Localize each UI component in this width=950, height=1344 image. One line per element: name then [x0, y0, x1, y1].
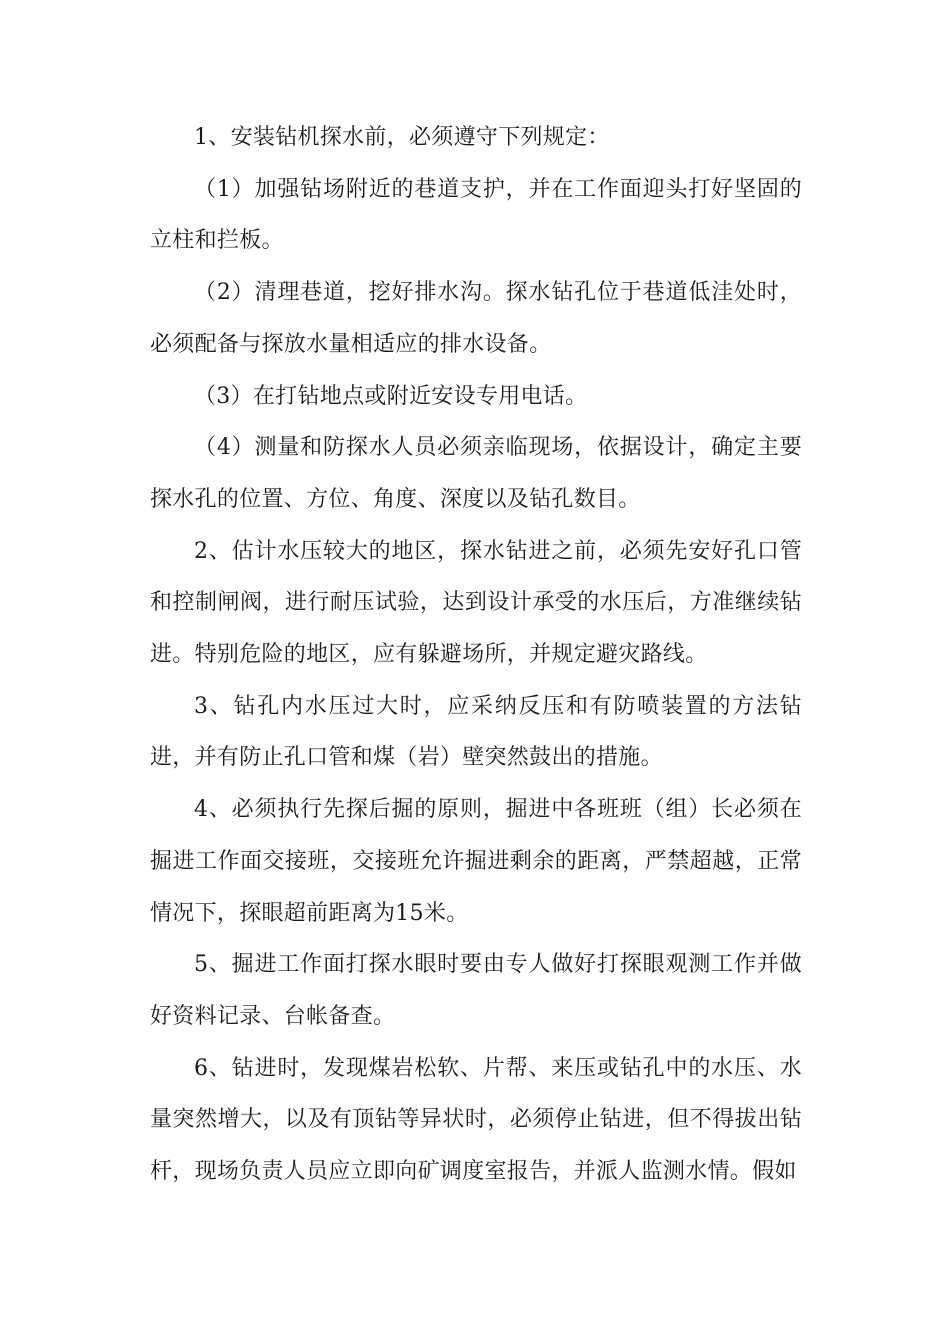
paragraph-rule-3: 3、钻孔内水压过大时，应采纳反压和有防喷装置的方法钻进，并有防止孔口管和煤（岩）壁突然鼓出的措施。	[150, 693, 802, 771]
paragraph-rule-5: 5、掘进工作面打探水眼时要由专人做好打探眼观测工作并做好资料记录、台帐备查。	[150, 952, 802, 1029]
paragraph-rule-1-item-2: （2）清理巷道，挖好排水沟。探水钻孔位于巷道低洼处时，必须配备与探放水量相适应的排水设备。	[150, 280, 802, 357]
paragraph-rule-1-item-4: （4）测量和防探水人员必须亲临现场，依据设计，确定主要探水孔的位置、方位、角度、深度以及钻孔数目。	[150, 435, 802, 512]
paragraph-rule-1-item-1: （1）加强钻场附近的巷道支护，并在工作面迎头打好坚固的立柱和拦板。	[150, 176, 802, 254]
paragraph-rule-6: 6、钻进时，发现煤岩松软、片帮、来压或钻孔中的水压、水量突然增大，以及有顶钻等异状时，必须停止钻进，但不得拔出钻杆，现场负责人员应立即向矿调度室报告，并派人监测水情。假如	[150, 1055, 802, 1185]
paragraph-rule-1-item-3: （3）在打钻地点或附近安设专用电话。	[194, 383, 588, 409]
document-body	[150, 112, 802, 1198]
paragraph-rule-1: 1、安装钻机探水前，必须遵守下列规定：	[194, 125, 610, 150]
paragraph-rule-2: 2、估计水压较大的地区，探水钻进之前，必须先安好孔口管和控制闸阀，进行耐压试验，达到设计承受的水压后，方准继续钻进。特别危险的地区，应有躲避场所，并规定避灾路线。	[150, 538, 802, 668]
paragraph-rule-4: 4、必须执行先探后掘的原则，掘进中各班班（组）长必须在掘进工作面交接班，交接班允许掘进剩余的距离，严禁超越，正常情况下，探眼超前距离为15米。	[150, 797, 802, 926]
